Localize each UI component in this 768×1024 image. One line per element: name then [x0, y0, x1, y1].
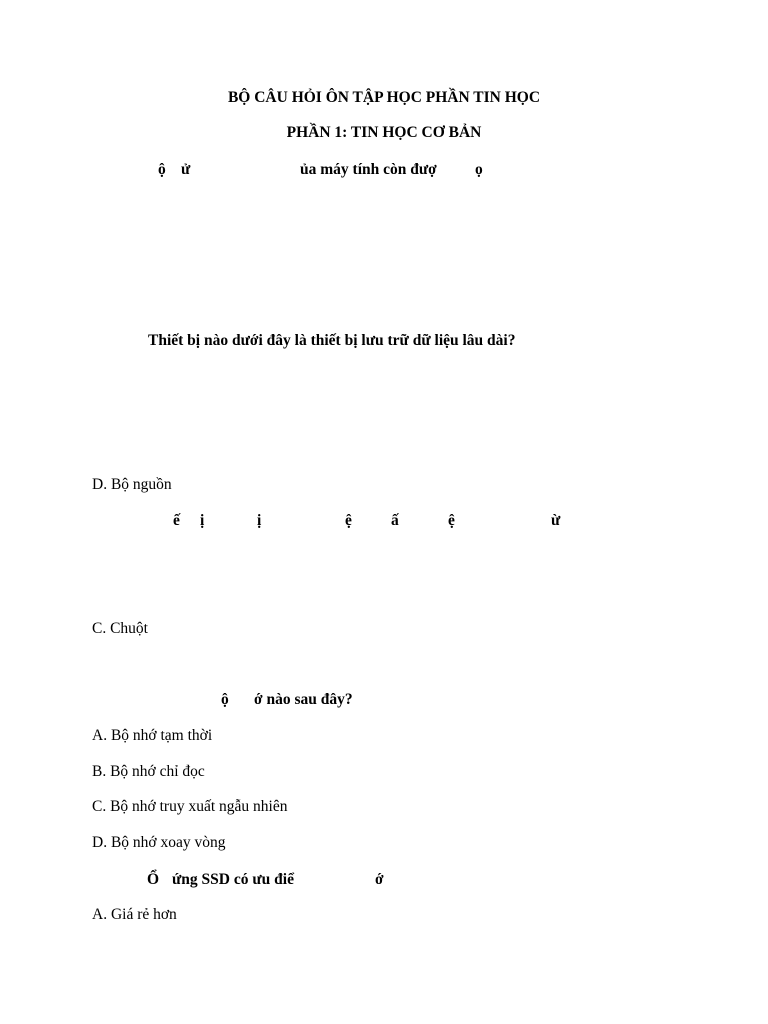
q2-option-d: D. Bộ nguồn — [92, 476, 172, 493]
q3-fragment: ấ — [391, 512, 399, 529]
q5-fragment: ớ — [375, 871, 384, 888]
q1-fragment: ọ — [475, 161, 483, 178]
question-2: Thiết bị nào dưới đây là thiết bị lưu trữ dữ liệu lâu dài? — [148, 332, 516, 349]
q1-fragment: ộ — [158, 161, 166, 178]
section-heading: PHẦN 1: TIN HỌC CƠ BẢN — [286, 124, 482, 141]
q1-fragment: ử — [181, 161, 191, 178]
q3-fragment: ệ — [345, 512, 352, 529]
q5-fragment: ứng SSD có ưu điể — [172, 871, 294, 888]
q3-fragment: ị — [257, 512, 262, 529]
q4-option-a: A. Bộ nhớ tạm thời — [92, 727, 213, 744]
q3-fragment: ị — [200, 512, 205, 529]
q4-fragment: ớ nào sau đây? — [254, 691, 353, 708]
q3-fragment: ế — [173, 512, 180, 529]
q4-option-d: D. Bộ nhớ xoay vòng — [92, 834, 226, 851]
q1-fragment: ủa máy tính còn đượ — [300, 161, 437, 178]
q5-option-a: A. Giá rẻ hơn — [92, 906, 177, 923]
q3-fragment: ệ — [448, 512, 455, 529]
q4-option-c: C. Bộ nhớ truy xuất ngẫu nhiên — [92, 798, 288, 815]
q3-fragment: ừ — [551, 512, 561, 529]
q4-option-b: B. Bộ nhớ chỉ đọc — [92, 763, 205, 780]
document-title: BỘ CÂU HỎI ÔN TẬP HỌC PHẦN TIN HỌC — [227, 89, 541, 106]
q3-option-c: C. Chuột — [92, 620, 148, 637]
q5-fragment: Ổ — [147, 871, 160, 888]
q4-fragment: ộ — [221, 691, 229, 708]
